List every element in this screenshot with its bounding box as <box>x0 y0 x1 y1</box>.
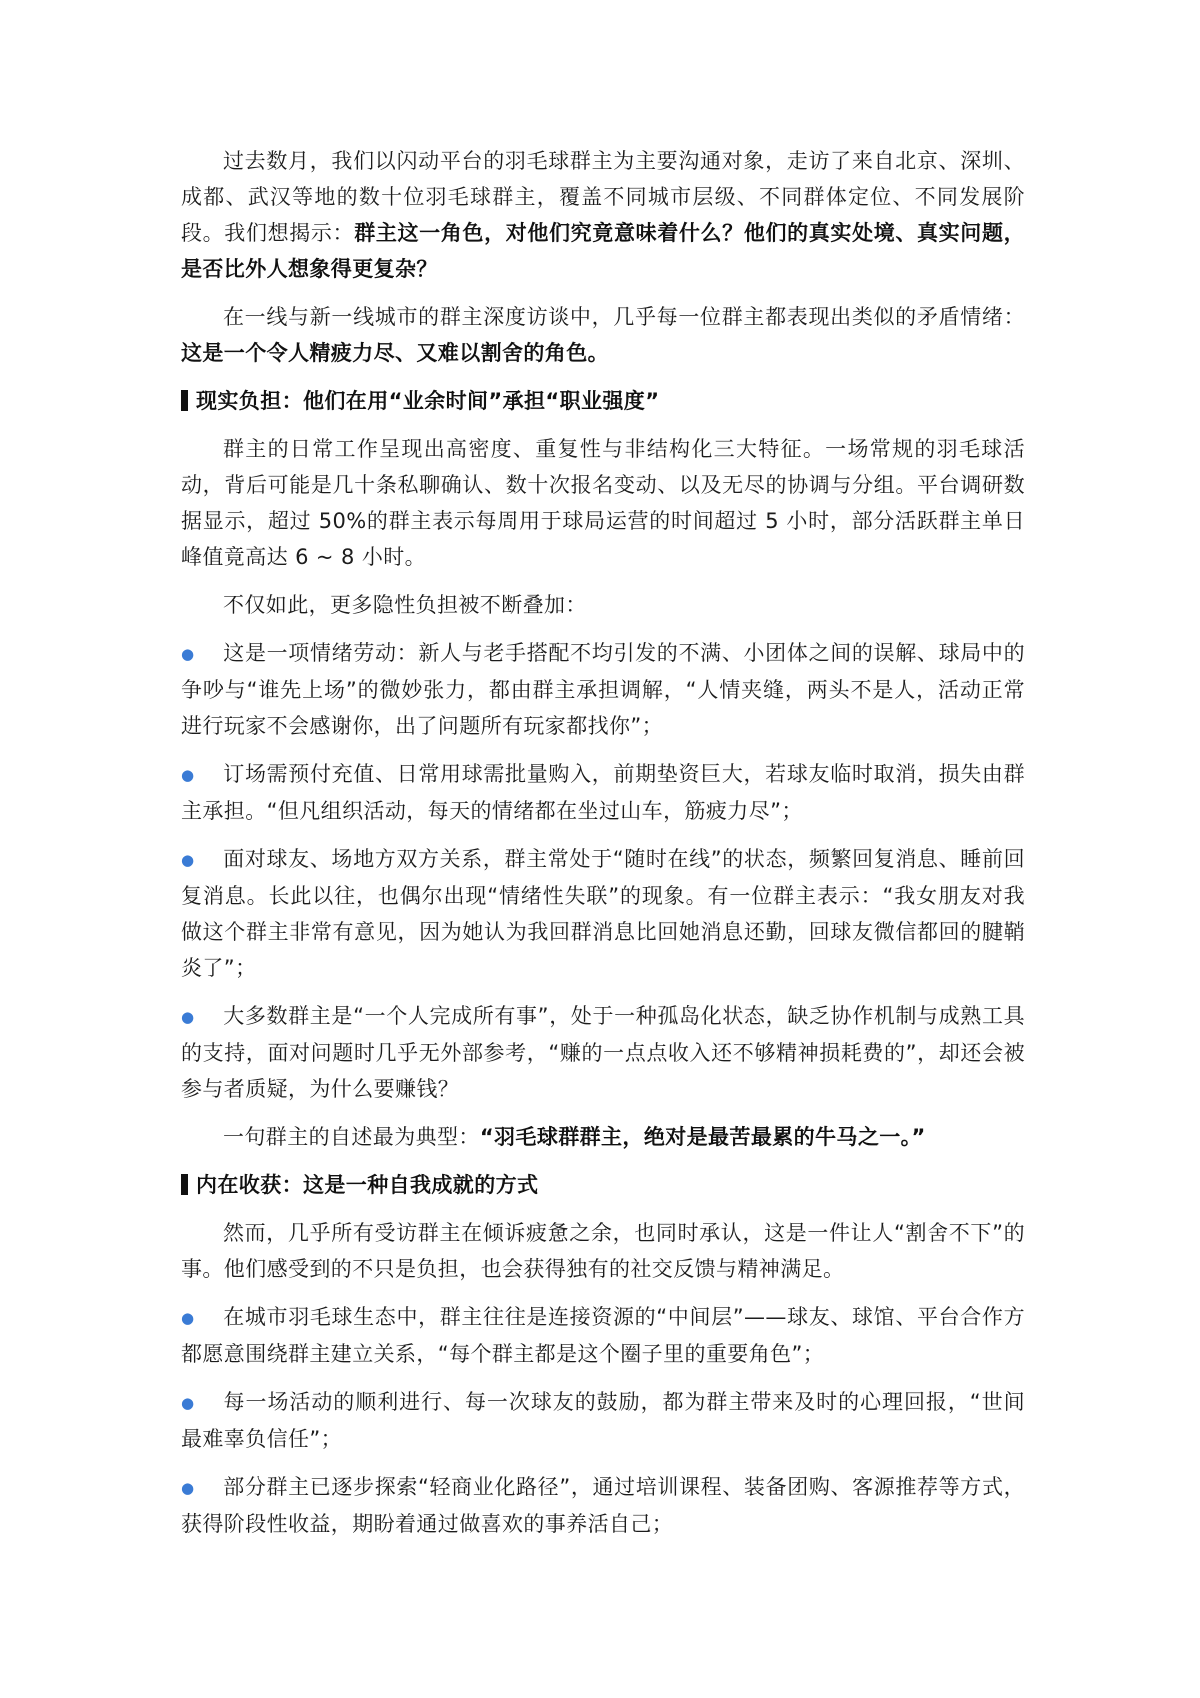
bullet-icon: ● <box>181 645 195 663</box>
heading-bar-icon <box>181 390 188 411</box>
burden-quote: 一句群主的自述最为典型：“羽毛球群群主，绝对是最苦最累的牛马之一。” <box>223 1125 926 1149</box>
gains-list-item: ● 每一场活动的顺利进行、每一次球友的鼓励，都为群主带来及时的心理回报，“世间最难辜负信任”； <box>181 1384 1025 1457</box>
gains-list-item: ● 部分群主已逐步探索“轻商业化路径”，通过培训课程、装备团购、客源推荐等方式，获得阶段性收益，期盼着通过做喜欢的事养活自己； <box>181 1469 1025 1542</box>
section-heading-gains: 内在收获：这是一种自我成就的方式 <box>181 1167 1025 1203</box>
intro-key-question: 群主这一角色，对他们究竟意味着什么？他们的真实处境、真实问题，是否比外人想象得更复杂？ <box>181 221 1025 281</box>
burden-list-item: ● 面对球友、场地方双方关系，群主常处于“随时在线”的状态，频繁回复消息、睡前回复消息。长此以往，也偶尔出现“情绪性失联”的现象。有一位群主表示：“我女朋友对我做这个群主非常有意见，因为她认为我回群消息比回她消息还勤，回球友微信都回的腱鞘炎了”； <box>181 841 1025 986</box>
heading-bar-icon <box>181 1174 188 1195</box>
intro-conclusion: 这是一个令人精疲力尽、又难以割舍的角色。 <box>181 341 609 365</box>
intro-paragraph-1: 过去数月，我们以闪动平台的羽毛球群主为主要沟通对象，走访了来自北京、深圳、成都、武汉等地的数十位羽毛球群主，覆盖不同城市层级、不同群体定位、不同发展阶段。我们想揭示：群主这一角色，对他们究竟意味着什么？他们的真实处境、真实问题，是否比外人想象得更复杂？ <box>181 149 1025 281</box>
section-heading-burden: 现实负担：他们在用“业余时间”承担“职业强度” <box>181 383 1025 419</box>
gains-paragraph-1: 然而，几乎所有受访群主在倾诉疲惫之余，也同时承认，这是一件让人“割舍不下”的事。他们感受到的不只是负担，也会获得独有的社交反馈与精神满足。 <box>181 1221 1025 1281</box>
bullet-icon: ● <box>181 766 195 784</box>
burden-list-item: ● 大多数群主是“一个人完成所有事”，处于一种孤岛化状态，缺乏协作机制与成熟工具的支持，面对问题时几乎无外部参考，“赚的一点点收入还不够精神损耗费的”，却还会被参与者质疑，为什么要赚钱？ <box>181 998 1025 1107</box>
document-body <box>181 143 1025 1542</box>
burden-paragraph-2: 不仅如此，更多隐性负担被不断叠加： <box>223 593 587 617</box>
burden-paragraph-1: 群主的日常工作呈现出高密度、重复性与非结构化三大特征。一场常规的羽毛球活动，背后可能是几十条私聊确认、数十次报名变动、以及无尽的协调与分组。平台调研数据显示，超过 50%的群主表示每周用于球局运营的时间超过 5 小时，部分活跃群主单日峰值竟高达 6 ~ 8 小时。 <box>181 437 1025 569</box>
burden-list-item: ● 订场需预付充值、日常用球需批量购入，前期垫资巨大，若球友临时取消，损失由群主承担。“但凡组织活动，每天的情绪都在坐过山车，筋疲力尽”； <box>181 756 1025 829</box>
bullet-icon: ● <box>181 851 195 869</box>
bullet-icon: ● <box>181 1309 195 1327</box>
burden-quote-bold: “羽毛球群群主，绝对是最苦最累的牛马之一。” <box>479 1125 926 1149</box>
bullet-icon: ● <box>181 1479 195 1497</box>
burden-list-item: ● 这是一项情绪劳动：新人与老手搭配不均引发的不满、小团体之间的误解、球局中的争吵与“谁先上场”的微妙张力，都由群主承担调解，“人情夹缝，两头不是人，活动正常进行玩家不会感谢你，出了问题所有玩家都找你”； <box>181 635 1025 744</box>
bullet-icon: ● <box>181 1394 195 1412</box>
intro-paragraph-2: 在一线与新一线城市的群主深度访谈中，几乎每一位群主都表现出类似的矛盾情绪：这是一个令人精疲力尽、又难以割舍的角色。 <box>181 305 1025 365</box>
gains-list-item: ● 在城市羽毛球生态中，群主往往是连接资源的“中间层”——球友、球馆、平台合作方都愿意围绕群主建立关系，“每个群主都是这个圈子里的重要角色”； <box>181 1299 1025 1372</box>
bullet-icon: ● <box>181 1008 195 1026</box>
